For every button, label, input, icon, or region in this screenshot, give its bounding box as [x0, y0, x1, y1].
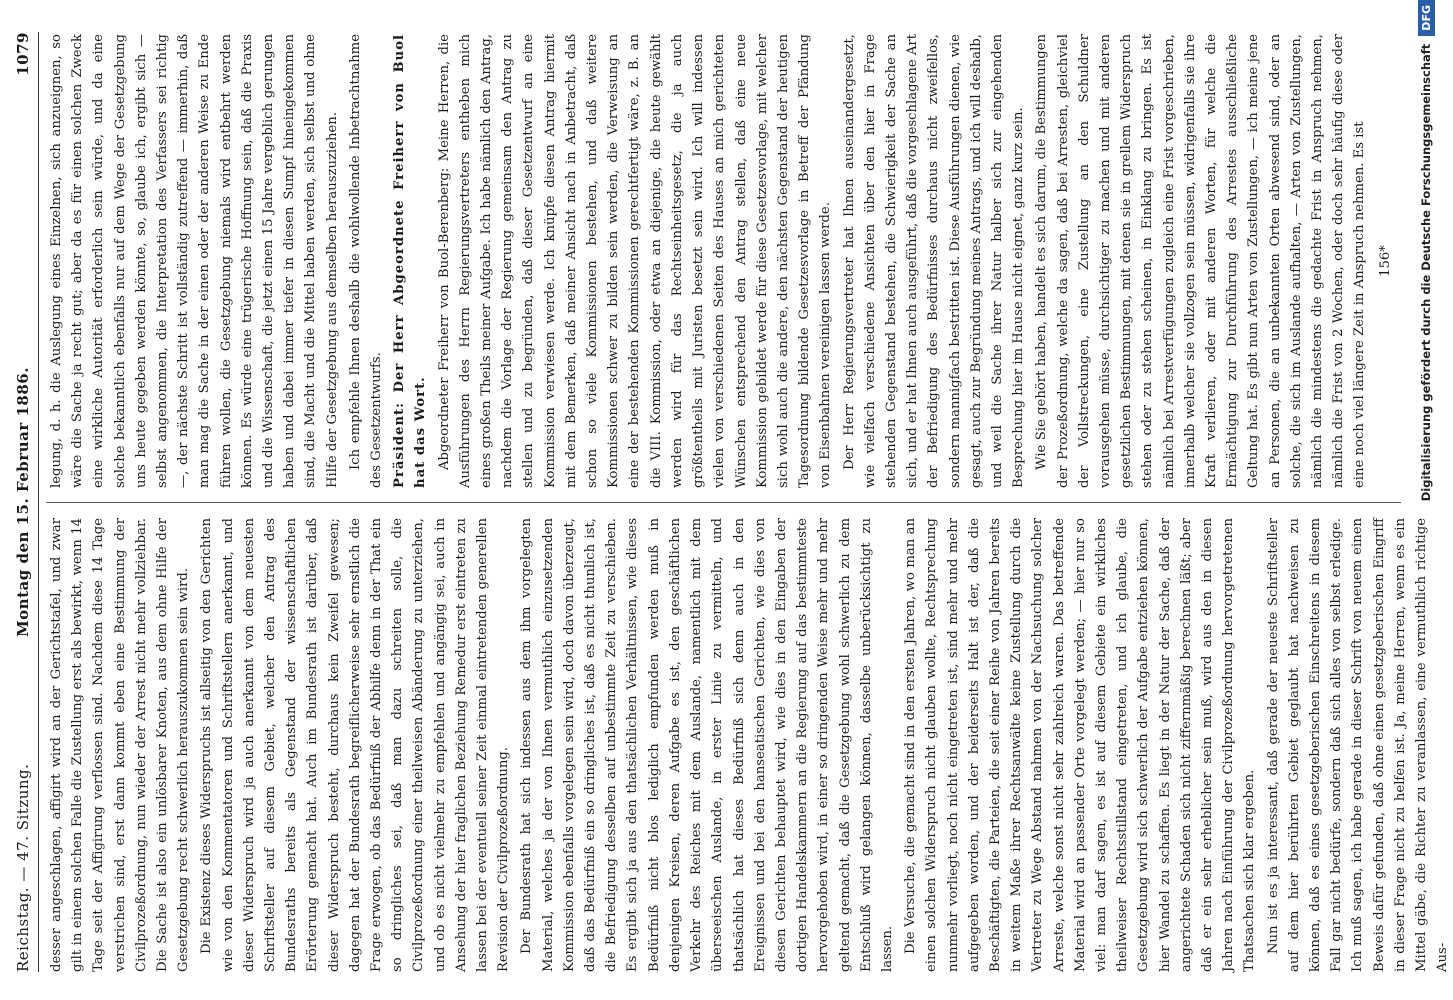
digitization-strip — [1405, 0, 1432, 1000]
date-header: Montag den 15. Februar 1886. — [14, 367, 32, 637]
paragraph: desser angeschlagen, affigirt wird an der Gerichtstafel, und zwar gilt in einem solchen Falle die Zustellung erst als bewirkt, wenn 14 Tage seit der Affigirung verflossen sind. Nachdem diese 14 Tage verstrichen sind, erst dann kommt eben eine Bestimmung der Civilprozeßordnung, nun wieder der Arrest nicht mehr vollziehbar. Die Sache ist also ein unlösbarer Knoten, aus dem ohne Hilfe der Gesetzgebung recht schwerlich herauszukommen sein wird. — [49, 518, 192, 972]
president-speaker-paragraph: Präsident: Der Herr Abgeordnete Freiherr von Buol hat das Wort. — [392, 34, 429, 488]
paragraph: Der Herr Regierungsvertreter hat Ihnen auseinandergesetzt, wie vielfach verschiedene Ansichten über den hier in Frage stehenden Gegenstand bestehen, die Schwierigkeit der Sache an sich, und er hat Ihnen auch ausgeführt, daß die vorgeschlagene Art der Befriedigung des Bedürfnisses durchaus nicht zweifellos, sondern mannigfach bestritten ist. Diese Ausführungen dienen, wie gesagt, auch zur Begründung meines Antrags, und ich will deshalb, und weil die Sache ihrer Natur halber sich zur eingehenden Besprechung hier im Hause nicht eignet, ganz kurz sein. — [841, 34, 1027, 488]
column-divider — [46, 502, 1401, 503]
paragraph: Die Existenz dieses Widerspruchs ist allseitig von den Gerichten wie von den Kommentatoren und Schriftstellern anerkannt, und dieser Widerspruch wird ja auch anerkannt von dem neuesten Schriftsteller auf diesem Gebiet, welcher den Antrag des Bundesraths bereits als Gegenstand der wissenschaftlichen Erörterung gemacht hat. Auch im Bundesrath ist darüber, daß dieser Widerspruch besteht, durchaus kein Zweifel gewesen; dagegen hat der Bundesrath begreiflicherweise sehr ernstlich die Frage erwogen, ob das Bedürfniß der Abhilfe denn in der That ein so dringliches sei, daß man dazu schreiten solle, die Civilprozeßordnung einer theilweisen Abänderung zu unterziehen, und ob es nicht vielmehr zu empfehlen und angängig sei, auch in Ansehung der hier fraglichen Beziehung Remedur erst eintreten zu lassen bei der eventuell seiner Zeit einmal eintretenden generellen Revision der Civilprozeßordnung. — [199, 518, 512, 972]
right-column — [46, 34, 1401, 488]
dfg-logo: DFG — [1418, 0, 1435, 36]
digitization-note: Digitalisierung gefördert durch die Deutsche Forschungsgemeinschaft — [1419, 43, 1433, 502]
paragraph: Wie Sie gehört haben, handelt es sich darum, die Bestimmungen der Prozeßordnung, welche da sagen, daß bei Arresten, gleichviel der Vollstreckungen, eine Zustellung an den Schuldner vorausgehen müsse, durchsichtiger zu machen und mit anderen gesetzlichen Bestimmungen, mit denen sie in grellem Widerspruch stehen oder zu stehen scheinen, in Einklang zu bringen. Es ist nämlich bei Arrestverfügungen zugleich eine Frist vorgeschrieben, innerhalb welcher sie vollzogen sein müssen, widrigenfalls sie ihre Kraft verlieren, oder mit anderen Worten, für welche die Ermächtigung zur Durchführung des Arrestes ausschließliche Geltung hat. Es gibt nun Arten von Zustellungen, — ich meine jene an Personen, die an unbekannten Orten abwesend sind, oder an solche, die sich im Auslande aufhalten, — Arten von Zustellungen, nämlich die mindestens die gedachte Frist in Anspruch nehmen, nämlich die Frist von 2 Wochen, oder doch sehr häufig diese oder eine noch viel längere Zeit in Anspruch nehmen. Es ist — [1034, 34, 1368, 488]
speaker-paragraph: Abgeordneter Freiherr von Buol-Berenberg: Meine Herren, die Ausführungen des Herrn Regierungsvertreters entheben mich eines großen Theils meiner Aufgabe. Ich habe nämlich den Antrag, nachdem die Vorlage der Regierung gemeinsam den Antrag zu stellen und zu begründen, daß dieser Gesetzentwurf an eine Kommission verwiesen werde. Ich knüpfe diesen Antrag hiermit mit dem Bemerken, daß meiner Ansicht nach in Anbetracht, daß schon so viele Kommissionen bestehen, und daß weitere Kommissionen schwer zu bilden sein werden, die Verweisung an eine der bestehenden Kommissionen gerechtfertigt wäre, z. B. an die VIII. Kommission, oder etwa an diejenige, die heute gewählt werden wird für das Rechtseinheitsgesetz, die ja auch größtentheils mit Juristen besetzt sein wird. Ich will indessen vielen von verschiedenen Seiten des Hauses an mich gerichteten Wünschen entsprechend den Antrag stellen, daß eine neue Kommission gebildet werde für diese Gesetzesvorlage, mit welcher sich wohl auch die andere, den nächsten Gegenstand der heutigen Tagesordnung bildende Gesetzesvorlage in Betreff der Pfändung von Eisenbahnen vereinigen lassen werde. — [436, 34, 834, 488]
left-column — [46, 518, 1451, 972]
session-header: Reichstag. — 47. Sitzung. — [14, 763, 32, 972]
paragraph: legung, d. h. die Auslegung eines Einzelnen, sich anzueignen, so wäre die Sache ja recht gut; aber da es für einen solchen Zweck eine wirkliche Autorität erforderlich sein würde, und da eine solche bekanntlich ebenfalls nur auf dem Wege der Gesetzgebung uns heute gegeben werden könnte, so, glaube ich, ergibt sich — selbst angenommen, die Interpretation des Verfassers sei richtig —, der nächste Schritt ist vollständig zutreffend — immerhin, daß man mag die Sache in der einen oder der anderen Weise zu Ende führen wollen, die Gesetzgebung niemals wird entbehrt werden können. Es würde eine trügerische Hoffnung sein, daß die Praxis und die Wissenschaft, die jetzt einen 15 Jahre vergeblich gerungen haben und dabei immer tiefer in diesen Sumpf hineingekommen sind, die Macht und die Mittel haben werden, sich selbst und ohne Hilfe der Gesetzgebung aus demselben herauszuziehen. — [49, 34, 340, 488]
paragraph: Der Bundesrath hat sich indessen aus dem ihm vorgelegten Material, welches ja der von Ihnen vermuthlich einzusetzenden Kommission ebenfalls vorgelegen sein wird, doch davon überzeugt, daß das Bedürfniß ein so dringliches ist, daß es nicht thunlich ist, die Befriedigung desselben auf unbestimmte Zeit zu verschieben. Es ergibt sich ja aus den thatsächlichen Verhältnissen, wie dieses Bedürfniß nicht blos lediglich empfunden werden muß in denjenigen Kreisen, deren Aufgabe es ist, den geschäftlichen Verkehr des Reiches mit dem Auslande, namentlich mit dem überseeischen Auslande, in erster Linie zu vermitteln, und thatsächlich hat dieses Bedürfniß sich denn auch in den Ereignissen und bei den hanseatischen Gerichten, wie dies von diesen Gerichten behauptet wird, wie dies in den Eingaben der dortigen Handelskammern an die Regierung auf das bestimmteste hervorgehoben wird, in einer so dringenden Weise mehr und mehr geltend gemacht, daß die Gesetzgebung wohl schwerlich zu dem Entschluß wird gelangen können, dasselbe unberücksichtigt zu lassen. — [519, 518, 895, 972]
paragraph: Ich empfehle Ihnen deshalb die wohlwollende Inbetrachtnahme des Gesetzentwurfs. — [347, 34, 385, 488]
digitization-credit — [1413, 0, 1440, 1000]
sheet-signature: 156* — [1377, 245, 1393, 277]
page-number: 1079 — [14, 32, 32, 76]
paragraph: Nun ist es ja interessant, daß gerade der neueste Schriftsteller auf dem hier berührten Gebiet geglaubt hat nachweisen zu können, daß es eines gesetzgeberischen Einschreitens in diesem Fall gar nicht bedürfe, sondern daß sich alles von selbst erledige. Ich muß sagen, ich habe gerade in dieser Schrift von neuem einen Beweis dafür gefunden, daß ohne einen gesetzgeberischen Eingriff in dieser Frage nicht zu helfen ist. Ja, meine Herren, wenn es ein Mittel gäbe, die Richter zu veranlassen, eine vermuthlich richtige Aus- — [1265, 518, 1451, 972]
running-head — [10, 32, 39, 972]
paragraph: Die Versuche, die gemacht sind in den ersten Jahren, wo man an einen solchen Widerspruch nicht glauben wollte, Rechtsprechung nunmehr vorliegt, noch nicht eingetreten ist, sind mehr und mehr aufgegeben worden, und der beiderseits Halt ist der, daß die Beschäftigten, die Parteien, die seit einer Reihe von Jahren bereits in weitem Maße ihrer Rechtsanwälte keine Zustellung durch die Vertreter zu Wege Abstand nahmen von der Nachsuchung solcher Arreste, welche sonst nicht sehr zahlreich waren. Das betreffende Material wird an passender Orte vorgelegt werden; — hier nur so viel: man darf sagen, es ist auf diesem Gebiete ein wirkliches theilweiser Rechtsstillstand eingetreten, und ich glaube, die Gesetzgebung wird sich schwerlich der Aufgabe entziehen können, hier Wandel zu schaffen. Es liegt in der Natur der Sache, daß der angerichtete Schaden sich nicht ziffernmäßig berechnen läßt; aber daß er ein sehr erheblicher sein muß, wird aus den in diesen Jahren nach Einführung der Civilprozeßordnung hervorgetretenen Thatsachen sich klar ergeben. — [903, 518, 1258, 972]
